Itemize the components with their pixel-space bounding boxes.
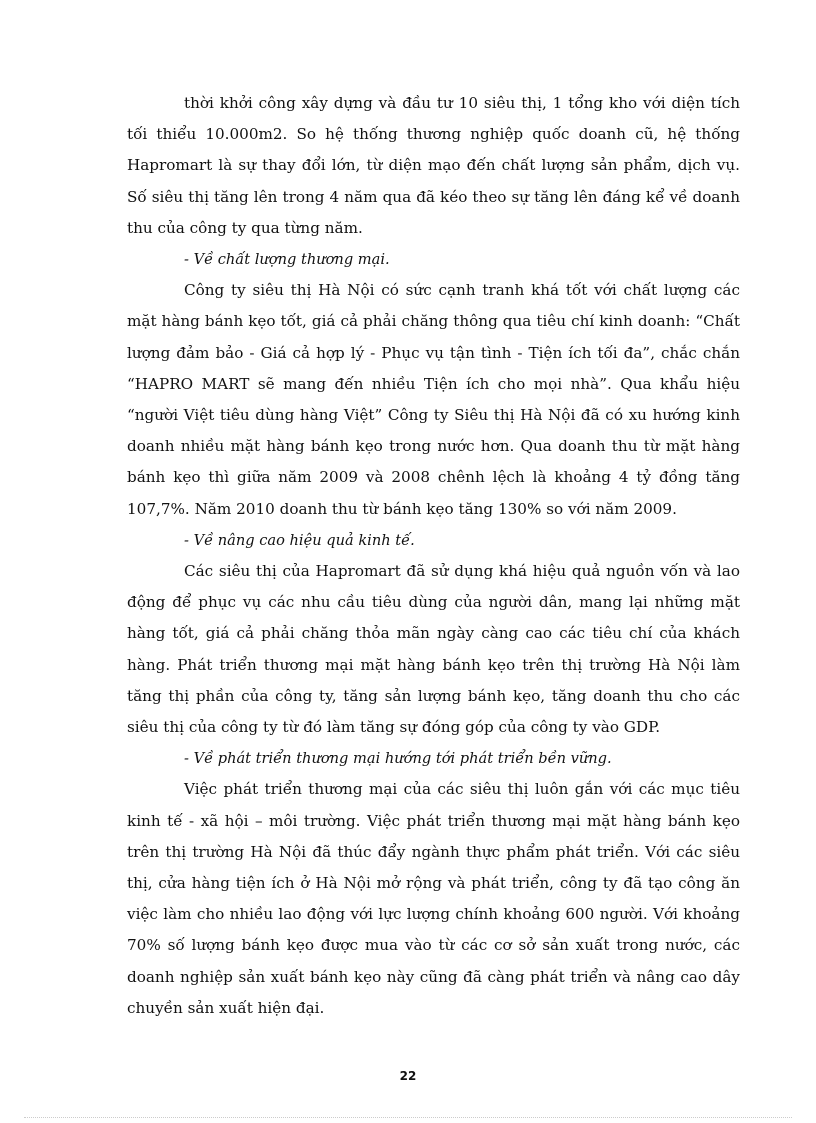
heading-economic-efficiency: - Về nâng cao hiệu quả kinh tế. — [184, 531, 415, 549]
heading-trade-quality: - Về chất lượng thương mại. — [184, 251, 390, 269]
page-body — [127, 88, 740, 1024]
page-number: 22 — [399, 1069, 417, 1083]
paragraph-sustainable-development: Việc phát triển thương mại của các siêu thị luôn gắn với các mục tiêu kinh tế - xã hội – môi trường. Việc phát triển thương mại mặt hàng bánh kẹo trên thị trường Hà Nội đã thúc đẩy ngành thực phẩm phát triển. Với các siêu thị, cửa hàng tiện ích ở Hà Nội mở rộng và phát triển, công ty đã tạo công ăn việc làm cho nhiều lao động với lực lượng chính khoảng 600 người. Với khoảng 70% số lượng bánh kẹo được mua vào từ các cơ sở sản xuất trong nước, các doanh nghiệp sản xuất bánh kẹo này cũng đã càng phát triển và nâng cao dây chuyền sản xuất hiện đại. — [127, 780, 740, 1017]
footer-divider — [24, 1117, 792, 1118]
heading-sustainable-development: - Về phát triển thương mại hướng tới phát triển bền vững. — [184, 750, 612, 768]
paragraph-economic-efficiency: Các siêu thị của Hapromart đã sử dụng khá hiệu quả nguồn vốn và lao động để phục vụ các nhu cầu tiêu dùng của người dân, mang lại những mặt hàng tốt, giá cả phải chăng thỏa mãn ngày càng cao các tiêu chí của khách hàng. Phát triển thương mại mặt hàng bánh kẹo trên thị trường Hà Nội làm tăng thị phần của công ty, tăng sản lượng bánh kẹo, tăng doanh thu cho các siêu thị của công ty từ đó làm tăng sự đóng góp của công ty vào GDP. — [127, 562, 740, 737]
paragraph-growth: thời khởi công xây dựng và đầu tư 10 siêu thị, 1 tổng kho với diện tích tối thiểu 10.000m2. So hệ thống thương nghiệp quốc doanh cũ, hệ thống Hapromart là sự thay đổi lớn, từ diện mạo đến chất lượng sản phẩm, dịch vụ. Số siêu thị tăng lên trong 4 năm qua đã kéo theo sự tăng lên đáng kể về doanh thu của công ty qua từng năm. — [127, 94, 740, 237]
paragraph-trade-quality: Công ty siêu thị Hà Nội có sức cạnh tranh khá tốt với chất lượng các mặt hàng bánh kẹo tốt, giá cả phải chăng thông qua tiêu chí kinh doanh: “Chất lượng đảm bảo - Giá cả hợp lý - Phục vụ tận tình - Tiện ích tối đa”, chắc chắn “HAPRO MART sẽ mang đến nhiều Tiện ích cho mọi nhà”. Qua khẩu hiệu “người Việt tiêu dùng hàng Việt” Công ty Siêu thị Hà Nội đã có xu hướng kinh doanh nhiều mặt hàng bánh kẹo trong nước hơn. Qua doanh thu từ mặt hàng bánh kẹo thì giữa năm 2009 và 2008 chênh lệch là khoảng 4 tỷ đồng tăng 107,7%. Năm 2010 doanh thu từ bánh kẹo tăng 130% so với năm 2009. — [127, 281, 740, 518]
